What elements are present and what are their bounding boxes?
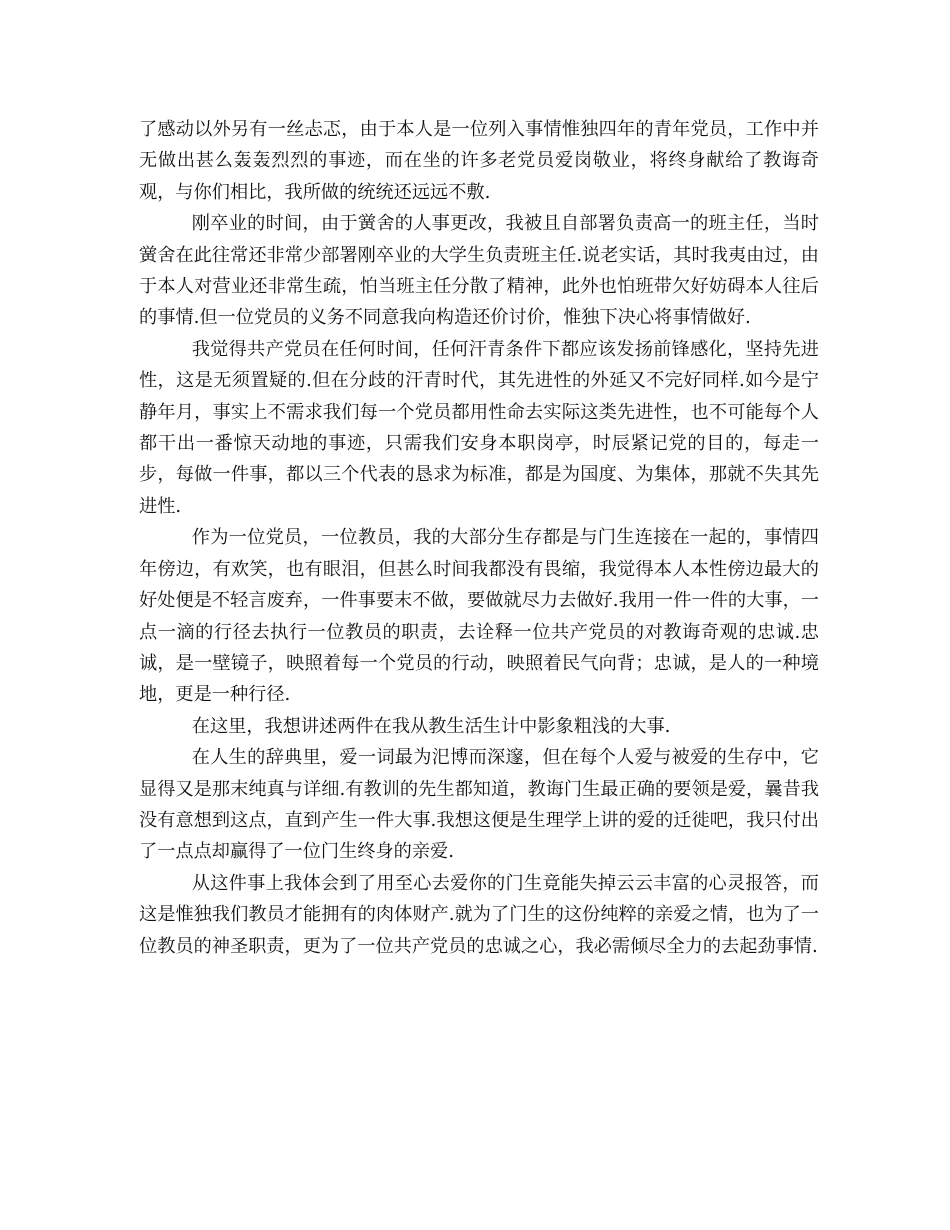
paragraph-2: 刚卒业的时间，由于黉舍的人事更改，我被且自部署负责高一的班主任，当时黉舍在此往常还非常少部署刚卒业的大学生负责班主任.说老实话，其时我夷由过，由于本人对营业还非常生疏，怕当班主任分散了精神，此外也怕班带欠好妨碍本人往后的事情.但一位党员的义务不同意我向构造还价讨价，惟独下决心将事情做好. [139,213,819,329]
paragraph-5: 在这里，我想讲述两件在我从教生活生计中影象粗浅的大事. [191,715,671,737]
paragraph-4: 作为一位党员，一位教员，我的大部分生存都是与门生连接在一起的，事情四年傍边，有欢笑，也有眼泪，但甚么时间我都没有畏缩，我觉得本人本性傍边最大的好处便是不轻言废弃，一件事要末不做，要做就尽力去做好.我用一件一件的大事，一点一滴的行径去执行一位教员的职责，去诠释一位共产党员的对教诲奇观的忠诚.忠诚，是一壁镜子，映照着每一个党员的行动，映照着民气向背；忠诚，是人的一种境地，更是一种行径. [139,527,819,706]
paragraph-6: 在人生的辞典里，爱一词最为汜博而深邃，但在每个人爱与被爱的生存中，它显得又是那末纯真与详细.有教训的先生都知道，教诲门生最正确的要领是爱，曩昔我没有意想到这点，直到产生一件大事.我想这便是生理学上讲的爱的迁徙吧，我只付出了一点点却赢得了一位门生终身的亲爱. [139,747,819,863]
paragraph-1: 了感动以外另有一丝忐忑，由于本人是一位列入事情惟独四年的青年党员，工作中并无做出甚么轰轰烈烈的事迹，而在坐的许多老党员爱岗敬业，将终身献给了教诲奇观，与你们相比，我所做的统统还远远不敷. [139,119,819,203]
document-body [139,114,819,962]
paragraph-3: 我觉得共产党员在任何时间，任何汗青条件下都应该发扬前锋感化，坚持先进性，这是无须置疑的.但在分歧的汗青时代，其先进性的外延又不完好同样.如今是宁静年月，事实上不需求我们每一个党员都用性命去实际这类先进性，也不可能每个人都干出一番惊天动地的事迹，只需我们安身本职岗亭，时辰紧记党的目的，每走一步，每做一件事，都以三个代表的恳求为标准，都是为国度、为集体，那就不失其先进性. [139,338,819,517]
paragraph-7: 从这件事上我体会到了用至心去爱你的门生竟能失掉云云丰富的心灵报答，而这是惟独我们教员才能拥有的肉体财产.就为了门生的这份纯粹的亲爱之情，也为了一位教员的神圣职责，更为了一位共产党员的忠诚之心，我必需倾尽全力的去起劲事情. [139,872,819,957]
